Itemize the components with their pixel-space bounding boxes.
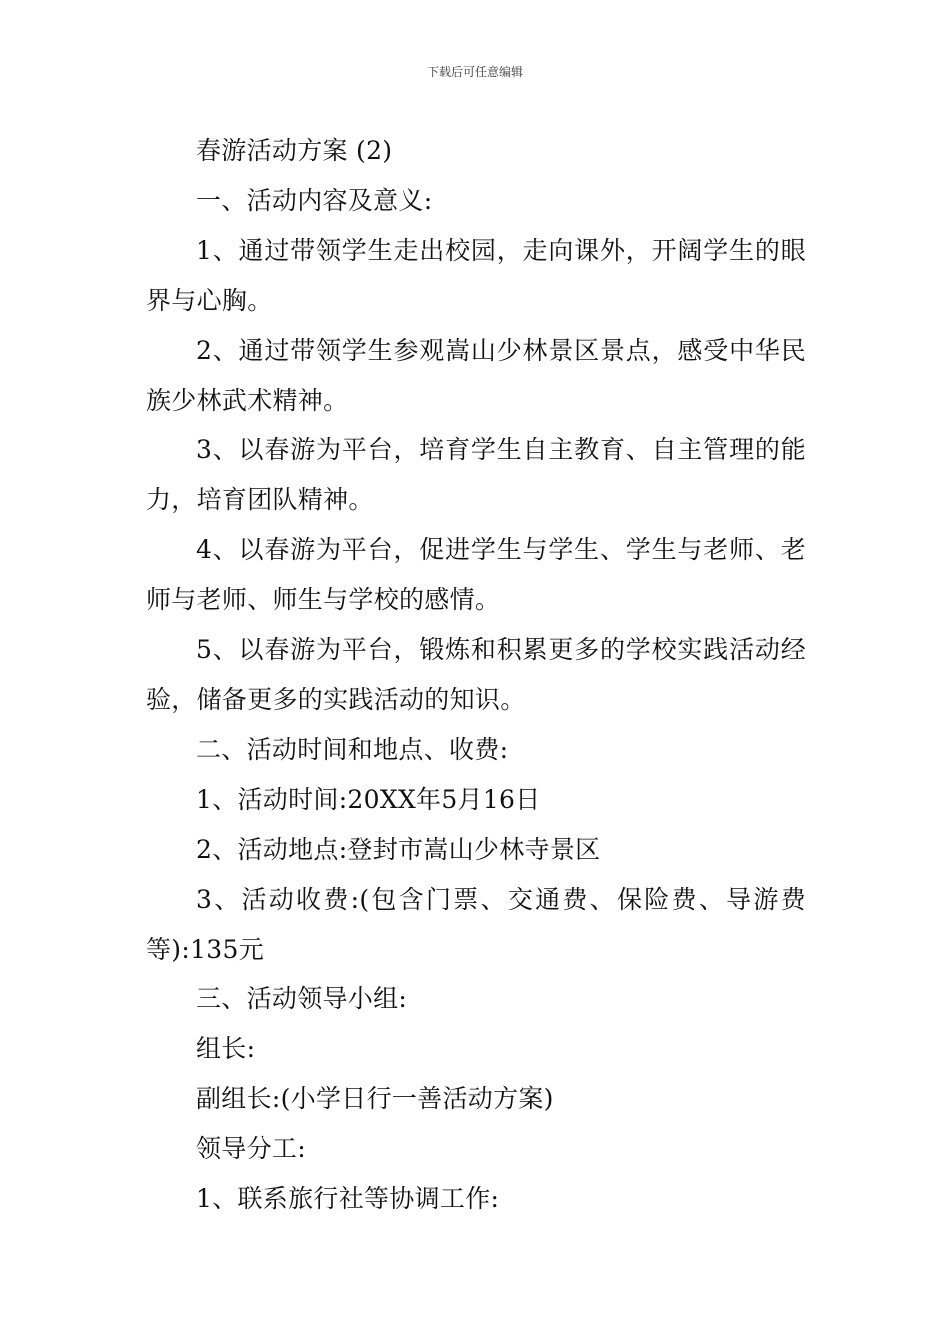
section2-heading: 二、活动时间和地点、收费: (196, 734, 509, 764)
page-header-note: 下载后可任意编辑 (426, 65, 523, 79)
document-body (146, 126, 806, 1224)
section1-item-5: 5、以春游为平台，锻炼和积累更多的学校实践活动经验，储备更多的实践活动的知识。 (146, 635, 806, 714)
section2-item-2: 2、活动地点:登封市嵩山少林寺景区 (196, 834, 601, 864)
section1-heading: 一、活动内容及意义: (196, 185, 433, 215)
document-title: 春游活动方案 (2) (196, 136, 393, 165)
leader-line: 组长: (196, 1034, 256, 1064)
section3-heading: 三、活动领导小组: (196, 984, 408, 1014)
section1-item-2: 2、通过带领学生参观嵩山少林景区景点，感受中华民族少林武术精神。 (146, 335, 806, 415)
vice-leader-line: 副组长:(小学日行一善活动方案) (196, 1084, 554, 1114)
section1-item-1: 1、通过带领学生走出校园，走向课外，开阔学生的眼界与心胸。 (146, 235, 806, 315)
division-item-1: 1、联系旅行社等协调工作: (196, 1184, 500, 1214)
section1-item-4: 4、以春游为平台，促进学生与学生、学生与老师、老师与老师、师生与学校的感情。 (146, 535, 806, 615)
division-heading: 领导分工: (196, 1134, 306, 1164)
section2-item-3: 3、活动收费:(包含门票、交通费、保险费、导游费等):135元 (146, 884, 806, 964)
section2-item-1: 1、活动时间:20XX年5月16日 (196, 784, 541, 814)
section1-item-3: 3、以春游为平台，培育学生自主教育、自主管理的能力，培育团队精神。 (146, 435, 806, 515)
